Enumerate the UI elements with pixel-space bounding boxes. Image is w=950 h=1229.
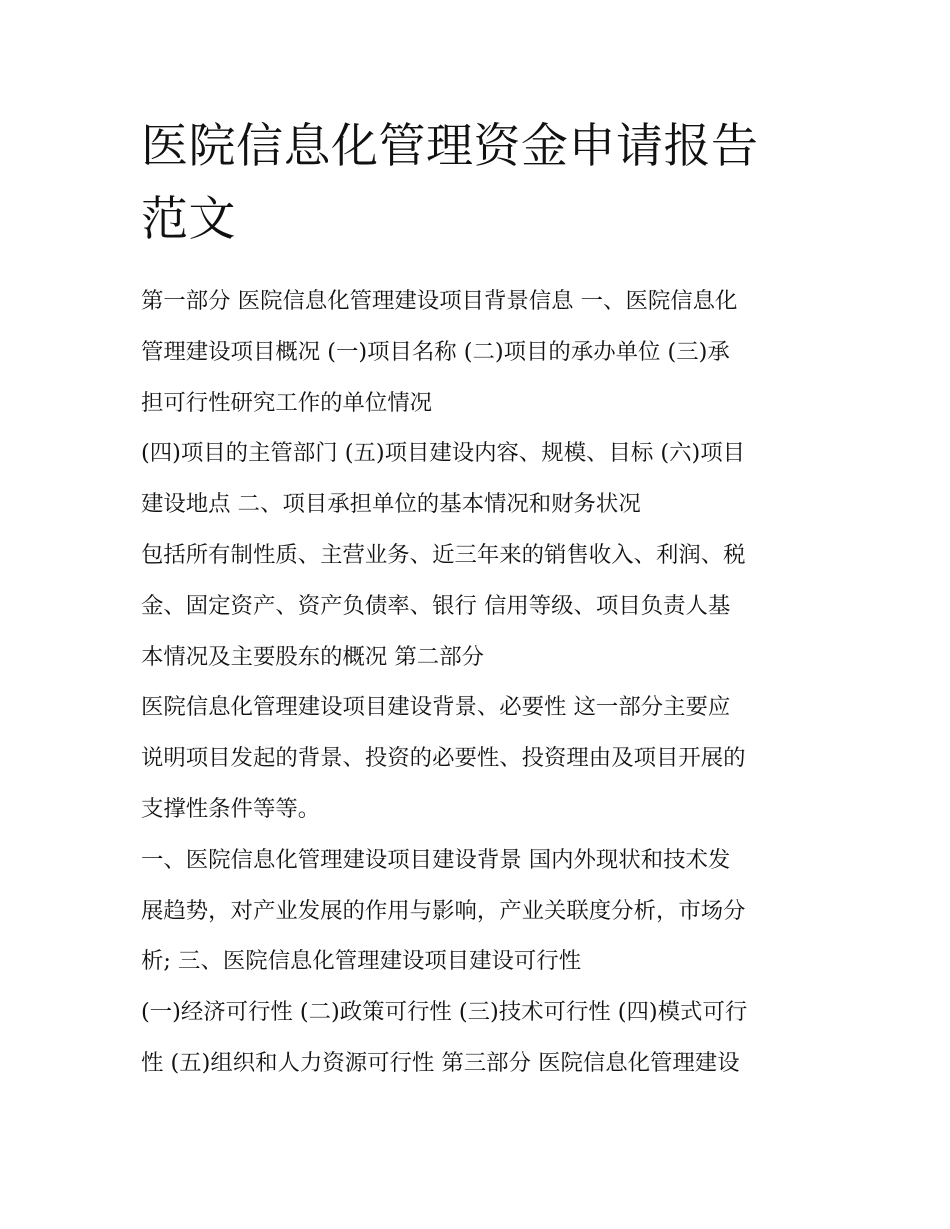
document-title	[141, 110, 821, 256]
body-line: 说明项目发起的背景、投资的必要性、投资理由及项目开展的	[141, 745, 746, 772]
body-line: 一、医院信息化管理建设项目建设背景 国内外现状和技术发	[141, 846, 731, 873]
body-line: 建设地点 二、项目承担单位的基本情况和财务状况	[141, 491, 641, 518]
body-line: 管理建设项目概况 (一)项目名称 (二)项目的承办单位 (三)承	[141, 338, 730, 365]
body-line: 医院信息化管理建设项目建设背景、必要性 这一部分主要应	[141, 694, 731, 721]
body-line: 第一部分 医院信息化管理建设项目背景信息 一、医院信息化	[141, 288, 738, 314]
body-line: 性 (五)组织和人力资源可行性 第三部分 医院信息化管理建设	[141, 1049, 740, 1076]
body-line: 金、固定资产、资产负债率、银行 信用等级、项目负责人基	[141, 592, 731, 619]
body-line: (一)经济可行性 (二)政策可行性 (三)技术可行性 (四)模式可行	[141, 999, 748, 1026]
body-line: 展趋势，对产业发展的作用与影响，产业关联度分析，市场分	[141, 897, 746, 924]
body-line: 担可行性研究工作的单位情况	[141, 389, 433, 416]
title-line-1: 医院信息化管理资金申请报告	[141, 119, 759, 174]
body-line: 析; 三、医院信息化管理建设项目建设可行性	[141, 948, 582, 975]
title-line-2: 范文	[141, 192, 236, 247]
body-line: 本情况及主要股东的概况 第二部分	[141, 643, 484, 670]
body-line: (四)项目的主管部门 (五)项目建设内容、规模、目标 (六)项目	[141, 440, 746, 467]
document-body	[141, 276, 813, 1089]
body-line: 包括所有制性质、主营业务、近三年来的销售收入、利润、税	[141, 541, 746, 568]
body-line: 支撑性条件等等。	[141, 795, 321, 822]
